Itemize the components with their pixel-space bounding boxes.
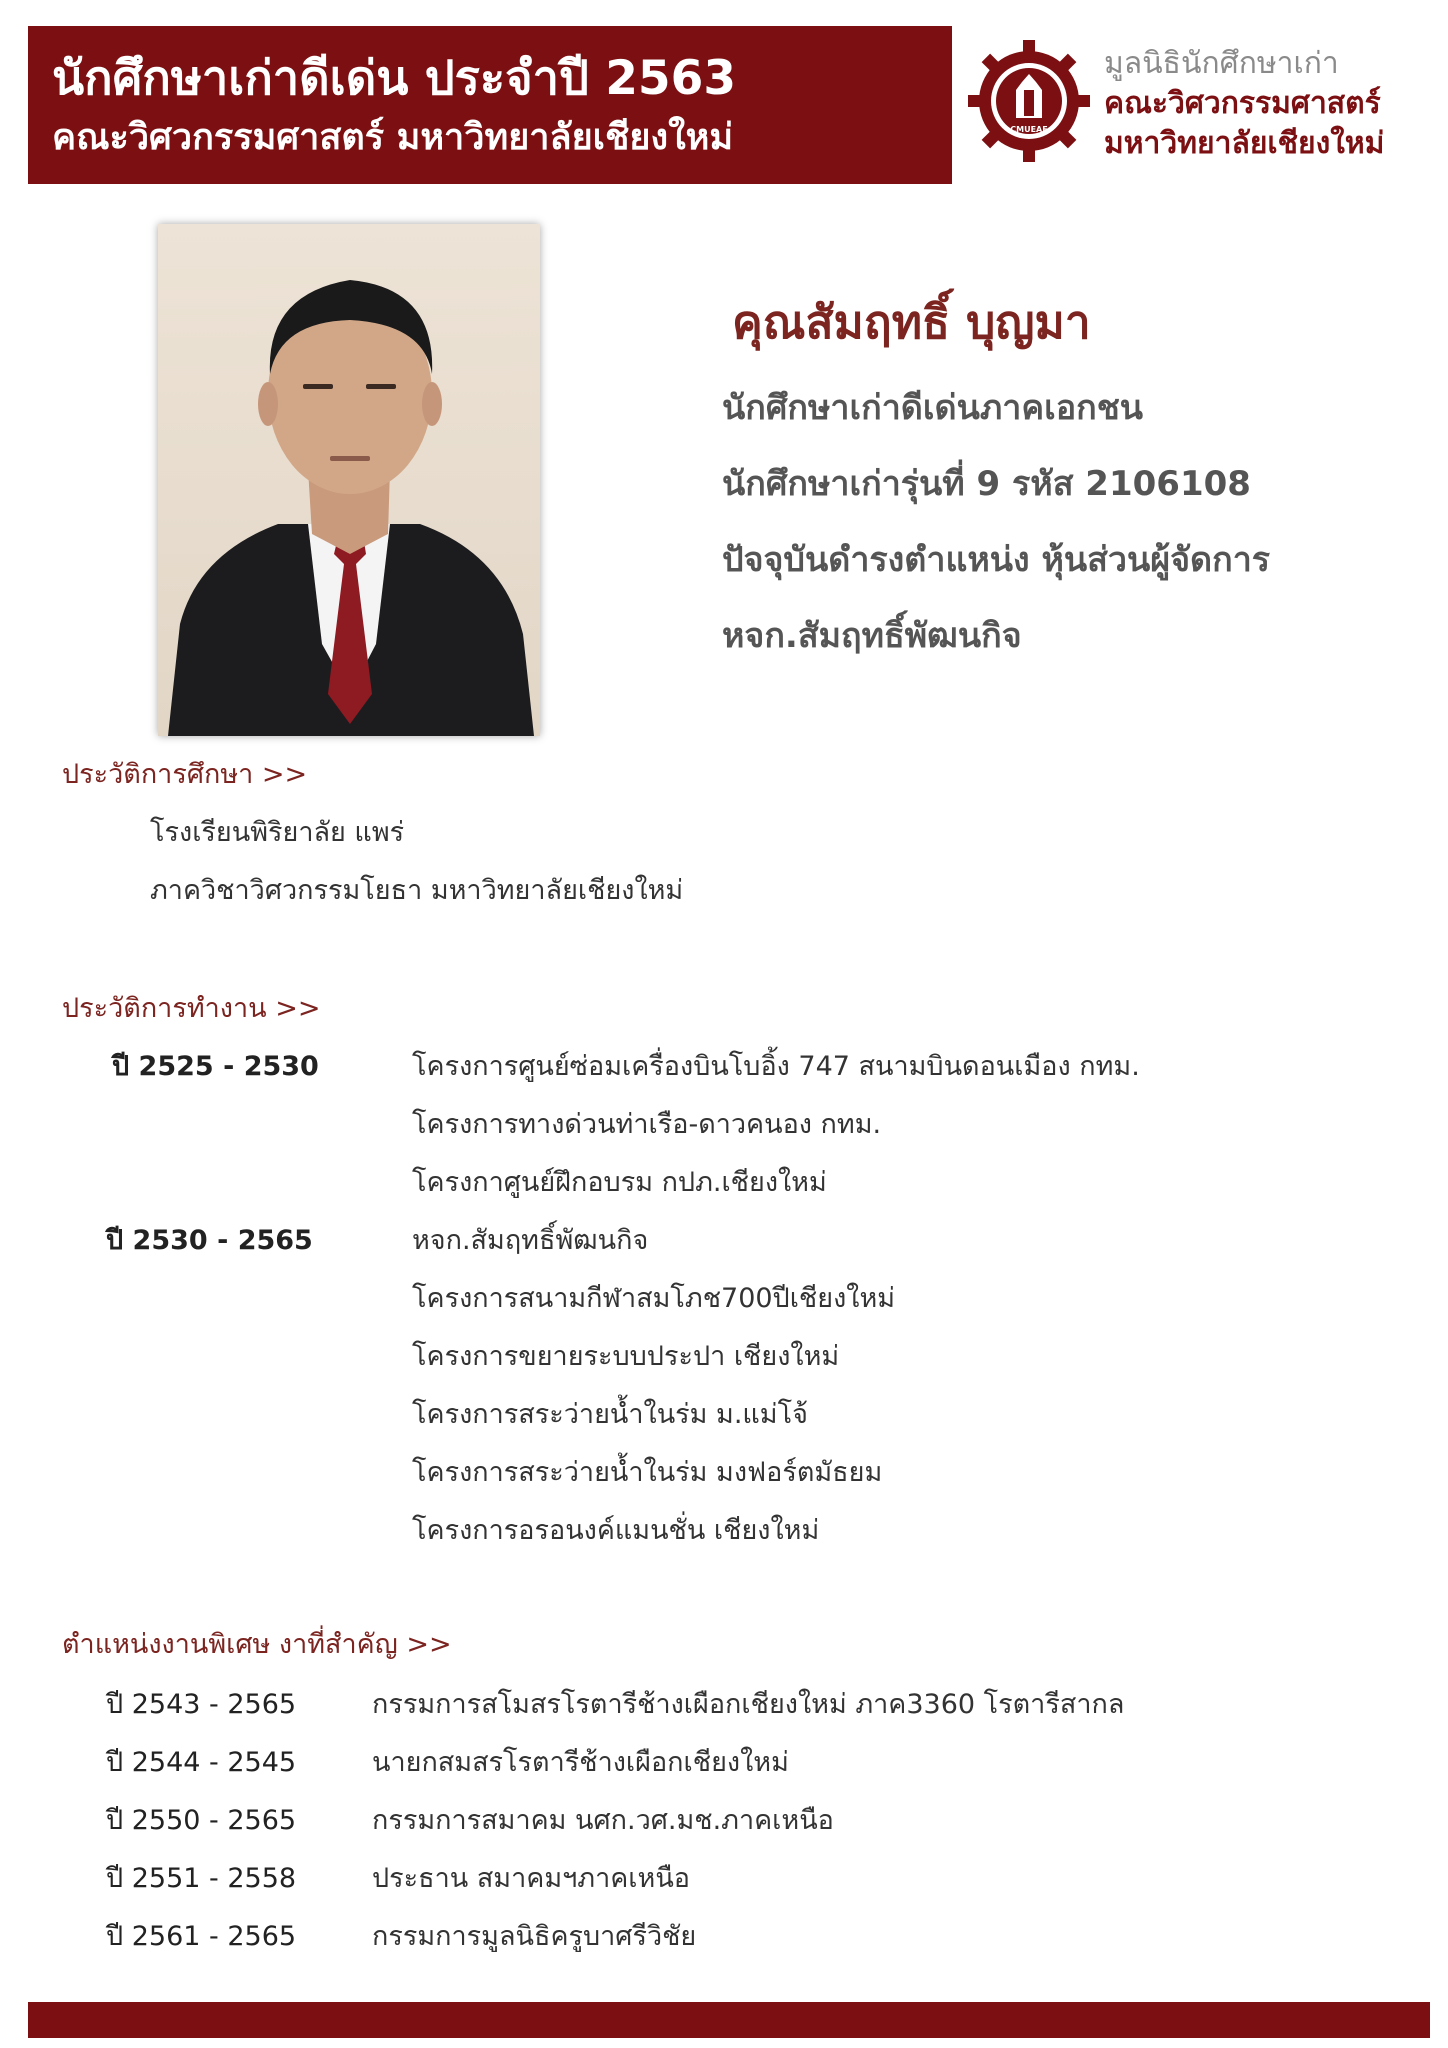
work-heading: ประวัติการทำงาน >> [62, 993, 321, 1024]
header-banner [28, 26, 952, 184]
special-year-range: ปี 2550 - 2565 [106, 1805, 297, 1836]
foundation-gear-logo-icon [966, 38, 1092, 164]
work-year-range: ปี 2530 - 2565 [106, 1225, 313, 1256]
work-item: หจก.สัมฤทธิ์พัฒนกิจ [412, 1225, 649, 1256]
award-category: นักศึกษาเก่าดีเด่นภาคเอกชน [722, 388, 1144, 428]
work-item: โครงการทางด่วนท่าเรือ-ดาวคนอง กทม. [412, 1109, 882, 1140]
class-info: นักศึกษาเก่ารุ่นที่ 9 รหัส 2106108 [722, 464, 1251, 504]
emblem-text: CMUEAF [1010, 125, 1048, 134]
special-item: กรรมการสมาคม นศก.วศ.มช.ภาคเหนือ [372, 1805, 834, 1836]
current-position: ปัจจุบันดำรงตำแหน่ง หุ้นส่วนผู้จัดการ [722, 540, 1271, 580]
work-item: โครงการอรอนงค์แมนชั่น เชียงใหม่ [412, 1515, 820, 1546]
education-item: ภาควิชาวิศวกรรมโยธา มหาวิทยาลัยเชียงใหม่ [150, 875, 684, 906]
banner-title: นักศึกษาเก่าดีเด่น ประจำปี 2563 [52, 51, 737, 106]
banner-subtitle: คณะวิศวกรรมศาสตร์ มหาวิทยาลัยเชียงใหม่ [52, 117, 734, 158]
special-item: นายกสมสรโรตารีช้างเผือกเชียงใหม่ [372, 1747, 789, 1778]
special-year-range: ปี 2561 - 2565 [106, 1921, 297, 1952]
company-name: หจก.สัมฤทธิ์พัฒนกิจ [722, 616, 1022, 656]
work-item: โครงการสระว่ายน้ำในร่ม ม.แม่โจ้ [412, 1399, 808, 1430]
foundation-line-2: คณะวิศวกรรมศาสตร์ [1104, 86, 1381, 121]
special-item: ประธาน สมาคมฯภาคเหนือ [372, 1863, 691, 1894]
work-item: โครงการสนามกีฬาสมโภช700ปีเชียงใหม่ [412, 1283, 896, 1314]
footer-bar [28, 2002, 1430, 2038]
special-year-range: ปี 2551 - 2558 [106, 1863, 297, 1894]
education-item: โรงเรียนพิริยาลัย แพร่ [150, 817, 405, 848]
foundation-line-3: มหาวิทยาลัยเชียงใหม่ [1104, 126, 1385, 161]
foundation-line-1: มูลนิธินักศึกษาเก่า [1104, 46, 1339, 81]
special-heading: ตำแหน่งงานพิเศษ งาที่สำคัญ >> [62, 1629, 452, 1660]
work-item: โครงการขยายระบบประปา เชียงใหม่ [412, 1341, 840, 1372]
special-year-range: ปี 2544 - 2545 [106, 1747, 297, 1778]
education-heading: ประวัติการศึกษา >> [62, 759, 308, 790]
work-item: โครงการสระว่ายน้ำในร่ม มงฟอร์ตมัธยม [412, 1457, 883, 1488]
special-item: กรรมการสโมสรโรตารีช้างเผือกเชียงใหม่ ภาค3360 โรตารีสากล [372, 1689, 1125, 1720]
work-year-range: ปี 2525 - 2530 [112, 1051, 319, 1082]
special-item: กรรมการมูลนิธิครูบาศรีวิชัย [372, 1921, 697, 1952]
special-year-range: ปี 2543 - 2565 [106, 1689, 297, 1720]
work-item: โครงการศูนย์ซ่อมเครื่องบินโบอิ้ง 747 สนามบินดอนเมือง กทม. [412, 1051, 1140, 1082]
work-item: โครงกาศูนย์ฝึกอบรม กปภ.เชียงใหม่ [412, 1167, 827, 1198]
portrait-photo [158, 224, 540, 736]
foundation-name [1104, 44, 1424, 164]
person-name: คุณสัมฤทธิ์ บุญมา [732, 295, 1091, 349]
